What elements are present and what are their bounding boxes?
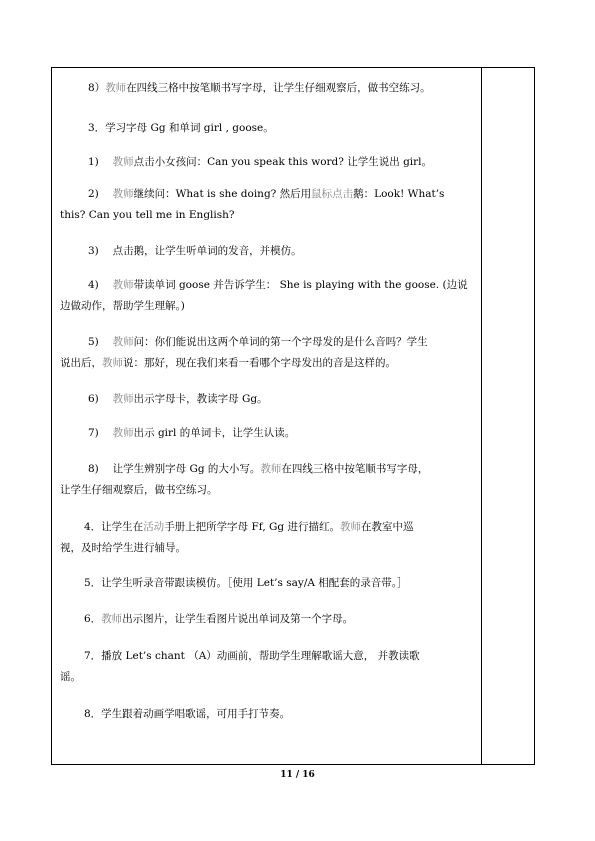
paragraph-line: 3．学习字母 Gg 和单词 girl , goose。 (88, 122, 274, 134)
paragraph (60, 332, 474, 374)
paragraph-line: 8．学生跟着动画学唱歌谣，可用手打节奏。 (84, 708, 291, 720)
paragraph-line: 1) 教师点击小女孩问：Can you speak this word? 让学生说出 girl。 (88, 156, 433, 168)
paragraph-line: 视，及时给学生进行辅导。 (60, 542, 186, 554)
paragraph (60, 609, 474, 630)
paragraph-line: 5．让学生听录音带跟读模仿。［使用 Let’s say/A 相配套的录音带。］ (84, 577, 408, 589)
page-number: 11 / 16 (280, 770, 315, 780)
paragraph (60, 573, 474, 594)
paragraph-line: 7．播放 Let’s chant （A）动画前，帮助学生理解歌谣大意， 并教读歌 (84, 650, 420, 662)
paragraph (60, 459, 474, 501)
content-cell (60, 68, 474, 764)
paragraph-line: 7) 教师出示 girl 的单词卡，让学生认读。 (88, 427, 296, 439)
lesson-plan-table (51, 67, 535, 765)
paragraph-line: 6．教师出示图片，让学生看图片说出单词及第一个字母。 (84, 613, 354, 625)
paragraph-line: 边做动作，帮助学生理解。) (60, 300, 185, 312)
paragraph (60, 646, 474, 688)
paragraph (60, 275, 474, 317)
paragraph-line: 让学生仔细观察后，做书空练习。 (60, 484, 218, 496)
paragraph-line: 4) 教师带读单词 goose 并告诉学生： She is playing with the goose. (边说 (88, 279, 468, 291)
column-divider (481, 68, 482, 764)
paragraph (60, 704, 474, 725)
paragraph (60, 241, 474, 262)
paragraph (60, 152, 474, 173)
paragraph (60, 423, 474, 444)
paragraph (60, 389, 474, 410)
paragraph (60, 517, 474, 559)
paragraph-line: 3) 点击鹅，让学生听单词的发音，并模仿。 (88, 245, 302, 257)
paragraph (60, 78, 474, 99)
paragraph (60, 118, 474, 139)
paragraph-line: 说出后，教师说：那好，现在我们来看一看哪个字母发出的音是这样的。 (60, 357, 396, 369)
paragraph-line: 5) 教师问：你们能说出这两个单词的第一个字母发的是什么音吗？学生 (88, 336, 428, 348)
paragraph-line: 8) 让学生辨别字母 Gg 的大小写。教师在四线三格中按笔顺书写字母， (88, 463, 429, 475)
paragraph-line: 8）教师在四线三格中按笔顺书写字母，让学生仔细观察后，做书空练习。 (88, 82, 431, 94)
paragraph-line: 2) 教师继续问：What is she doing? 然后用鼠标点击鹅：Look! What’s (88, 188, 445, 200)
paragraph (60, 184, 474, 226)
paragraph-line: this? Can you tell me in English? (60, 209, 235, 221)
paragraph-line: 谣。 (60, 671, 81, 683)
paragraph-line: 4．让学生在活动手册上把所学字母 Ff, Gg 进行描红。教师在教室中巡 (84, 521, 414, 533)
paragraph-line: 6) 教师出示字母卡，教读字母 Gg。 (88, 393, 268, 405)
